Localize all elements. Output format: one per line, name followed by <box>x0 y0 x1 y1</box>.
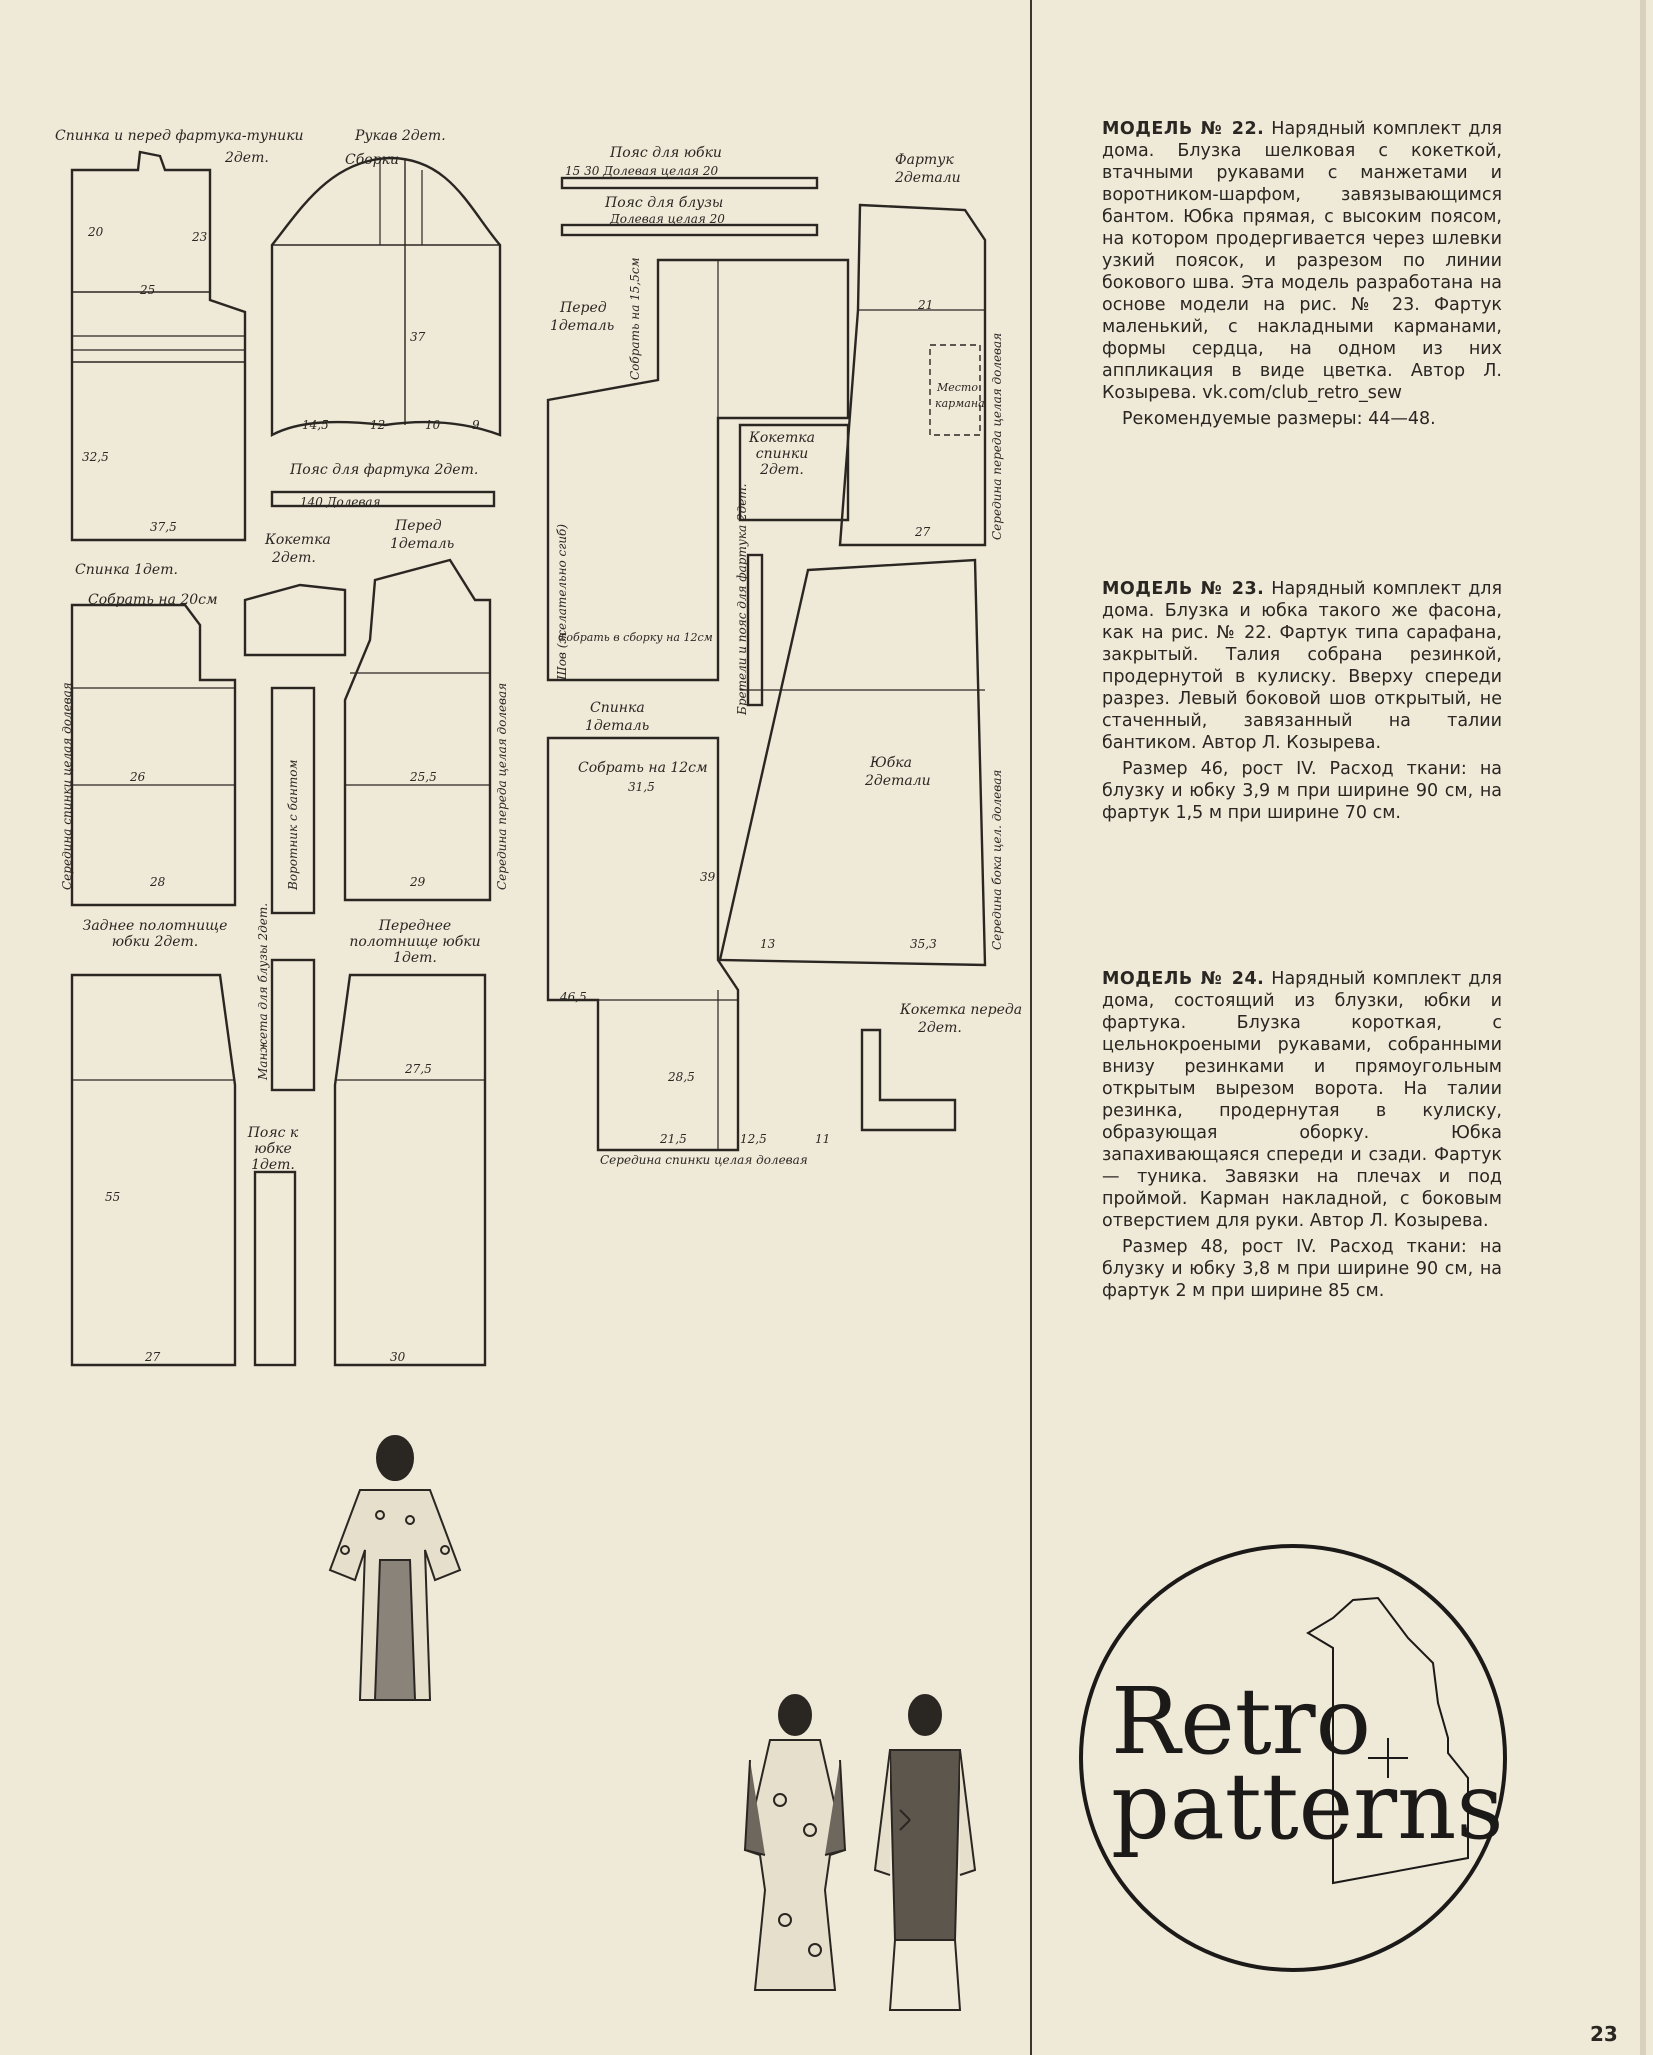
measure: 35,3 <box>910 937 937 951</box>
measure: 27,5 <box>405 1062 432 1076</box>
measure: 39 <box>700 870 716 884</box>
label-front-yoke: Кокетка переда <box>900 1002 1023 1018</box>
measure: 25 <box>140 283 156 297</box>
label-sleeve: Рукав 2дет. <box>355 128 446 144</box>
model-22-heading: МОДЕЛЬ № 22. <box>1102 119 1265 139</box>
measure: 13 <box>760 937 776 951</box>
pattern-front-skirt <box>335 975 485 1365</box>
label-apron-tunic: Спинка и перед фартука-туники <box>55 128 304 144</box>
pattern-front <box>345 560 490 900</box>
measure: 21,5 <box>660 1132 687 1146</box>
pattern-rear-skirt <box>72 975 235 1365</box>
measure: 20 <box>88 225 104 239</box>
page-number: 23 <box>1590 2022 1618 2046</box>
model-24-description <box>1102 968 1502 1302</box>
label-skirt-belt-k: Пояс к юбке 1дет. <box>247 1125 299 1173</box>
measure: 23 <box>192 230 208 244</box>
model-24-body: Нарядный комплект для дома, состоящий из блузки, юбки и фартука. Блузка короткая, с цельнокроеными рукавами, собранными внизу резинками и прямоугольным открытым вырезом ворота. На талии резинка, продернутая в кулиску, образующая оборку. Юбка запахивающаяся спереди и сзади. Фартук — туника. Завязки на плечах и под проймой. Карман накладной, с боковым отверстием для руки. Автор Л. Козырева. <box>1102 969 1503 1231</box>
measure: 27 <box>915 525 931 539</box>
retro-patterns-logo <box>1073 1538 1513 1978</box>
model-22-sizes: Рекомендуемые размеры: 44—48. <box>1122 409 1436 429</box>
measure: 14,5 <box>302 418 329 432</box>
label-cuff-vert: Манжета для блузы 2дет. <box>256 902 270 1080</box>
label-sleeve-gather: Сборки <box>345 152 400 168</box>
blouse-belt-value: Долевая целая 20 <box>610 212 725 226</box>
model-23-description <box>1102 578 1502 824</box>
measure: 27 <box>145 1350 161 1364</box>
label-front: Перед <box>395 518 442 534</box>
measure: 25,5 <box>410 770 437 784</box>
label-skirt-count: 2детали <box>865 773 931 789</box>
label-gather-155-vert: Собрать на 15,5см <box>628 257 642 380</box>
pattern-sleeve <box>272 158 500 435</box>
pattern-skirt-belt <box>255 1172 295 1365</box>
pattern-blouse-belt-strip <box>562 225 817 235</box>
measure: 46,5 <box>560 990 587 1004</box>
pattern-back <box>72 605 235 905</box>
page-edge <box>1640 0 1646 2055</box>
label-apron-tunic-count: 2дет. <box>225 150 269 166</box>
label-back2-count: 1деталь <box>585 718 650 734</box>
label-gather-12: Собрать на 12см <box>578 760 708 776</box>
label-front-count: 1деталь <box>390 536 455 552</box>
measure: 55 <box>105 1190 121 1204</box>
pattern-apron-tunic <box>72 152 245 540</box>
measure: 21 <box>918 298 934 312</box>
label-front-yoke-count: 2дет. <box>918 1020 962 1036</box>
pattern-back-large <box>548 738 738 1150</box>
label-pocket-place: Место кармана <box>935 381 985 410</box>
model-22-description <box>1102 118 1502 430</box>
label-back: Спинка 1дет. <box>75 562 178 578</box>
label-back2: Спинка <box>590 700 645 716</box>
model-23-body: Нарядный комплект для дома. Блузка и юбка такого же фасона, как на рис. № 22. Фартук типа сарафана, закрытый. Талия собрана резинкой, продернутой в кулиску. Вверху спереди разрез. Левый боковой шов открытый, не стаченный, завязанный на талии бантиком. Автор Л. Козырева. <box>1102 579 1503 753</box>
column-divider <box>1030 0 1032 2055</box>
measure: 12 <box>370 418 386 432</box>
measure: 12,5 <box>740 1132 767 1146</box>
pattern-straps <box>748 555 762 705</box>
measure: 30 <box>390 1350 406 1364</box>
fashion-illustration-model-22 <box>320 1430 470 1710</box>
pattern-skirt-belt-strip <box>562 178 817 188</box>
label-yoke-count: 2дет. <box>272 550 316 566</box>
pattern-apron <box>840 205 985 545</box>
label-apron-count: 2детали <box>895 170 961 186</box>
model-23-heading: МОДЕЛЬ № 23. <box>1102 579 1265 599</box>
label-yoke: Кокетка <box>265 532 331 548</box>
measure: 11 <box>815 1132 831 1146</box>
label-front-center-vert: Середина переда целая долевая <box>495 682 509 890</box>
label-apron-belt: Пояс для фартука 2дет. <box>290 462 479 478</box>
measure: 32,5 <box>82 450 109 464</box>
label-collar-vert: Воротник с бантом <box>286 759 300 890</box>
measure: 37 <box>410 330 426 344</box>
label-back-yoke: Кокетка спинки 2дет. <box>749 430 815 478</box>
skirt-belt-value: 15 30 Долевая целая 20 <box>565 164 719 178</box>
label-straps-vert: Бретели и пояс для фартука 2дет. <box>735 483 749 715</box>
measure: 31,5 <box>628 780 655 794</box>
measure: 26 <box>130 770 146 784</box>
pattern-front-yoke <box>862 1030 955 1130</box>
label-front2: Перед <box>560 300 607 316</box>
label-gather-20: Собрать на 20см <box>88 592 218 608</box>
label-front2-count: 1деталь <box>550 318 615 334</box>
pattern-yoke <box>245 585 345 655</box>
label-skirt: Юбка <box>870 755 912 771</box>
measure: 29 <box>410 875 426 889</box>
pattern-skirt <box>720 560 985 965</box>
label-back-center-vert: Середина спинки целая долевая <box>60 682 74 890</box>
label-side-seam-vert: Середина бока цел. долевая <box>990 769 1004 950</box>
model-23-sizes: Размер 46, рост IV. Расход ткани: на блузку и юбку 3,9 м при ширине 90 см, на фартук 1,5 м при ширине 70 см. <box>1102 759 1502 823</box>
label-back-center-bottom: Середина спинки целая долевая <box>600 1153 808 1167</box>
label-front-skirt: Переднее полотнище юбки 1дет. <box>349 918 481 966</box>
fashion-illustration-model-23 <box>740 1690 850 2020</box>
logo-line2: patterns <box>1111 1753 1504 1860</box>
measure: 37,5 <box>150 520 177 534</box>
label-apron: Фартук <box>895 152 954 168</box>
model-22-body: Нарядный комплект для дома. Блузка шелковая с кокеткой, втачными рукавами с манжетами и воротником-шарфом, завязывающимся бантом. Юбка прямая, с высоким поясом, на котором продергивается через шлевки узкий поясок, и разрезом по линии бокового шва. Эта модель разработана на основе модели на рис. № 23. Фартук маленький, с накладными карманами, формы сердца, на одном из них аппликация в виде цветка. Автор Л. Козырева. vk.com/club_retro_sew <box>1102 119 1503 403</box>
measure: 28,5 <box>668 1070 695 1084</box>
measure: 10 <box>425 418 441 432</box>
label-apron-center-vert: Середина переда целая долевая <box>990 332 1004 540</box>
label-seam-vert: Шов (желательно сгиб) <box>555 523 569 680</box>
model-24-sizes: Размер 48, рост IV. Расход ткани: на блузку и юбку 3,8 м при ширине 90 см, на фартук 2 м при ширине 85 см. <box>1102 1237 1502 1301</box>
label-blouse-belt: Пояс для блузы <box>605 195 724 211</box>
label-gather-12b: Собрать в сборку на 12см <box>558 631 713 644</box>
measure: 9 <box>472 418 480 432</box>
measure: 28 <box>150 875 166 889</box>
model-24-heading: МОДЕЛЬ № 24. <box>1102 969 1265 989</box>
pattern-cuff <box>272 960 314 1090</box>
apron-belt-value: 140 Долевая <box>300 495 381 509</box>
fashion-illustration-model-24 <box>870 1690 980 2020</box>
label-rear-skirt: Заднее полотнище юбки 2дет. <box>82 918 228 950</box>
label-skirt-belt: Пояс для юбки <box>610 145 722 161</box>
logo-line1: Retro <box>1111 1668 1372 1775</box>
